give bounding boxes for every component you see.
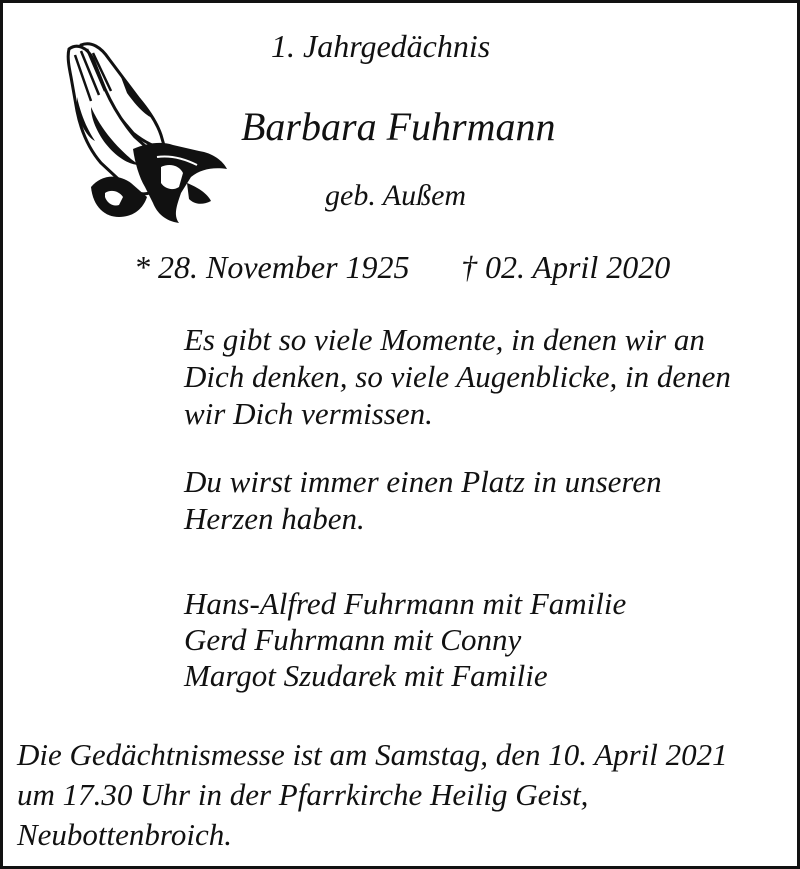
maiden-name: geb. Außem bbox=[325, 179, 467, 212]
verse-line: Herzen haben. bbox=[184, 501, 365, 536]
verse-line: wir Dich vermissen. bbox=[184, 396, 433, 431]
service-line: um 17.30 Uhr in der Pfarrkirche Heilig Geist, bbox=[17, 777, 589, 812]
notice-heading: 1. Jahrgedächnis bbox=[271, 28, 491, 64]
praying-hands-icon bbox=[61, 37, 229, 227]
verse-line: Dich denken, so viele Augenblicke, in denen bbox=[184, 359, 731, 394]
service-line: Neubottenbroich. bbox=[17, 817, 232, 852]
birth-date: * 28. November 1925 bbox=[134, 249, 410, 285]
deceased-name: Barbara Fuhrmann bbox=[241, 104, 556, 149]
memorial-service-info bbox=[17, 735, 728, 855]
death-date: † 02. April 2020 bbox=[461, 249, 671, 285]
mourner-entry: Margot Szudarek mit Familie bbox=[184, 658, 548, 693]
service-line: Die Gedächtnismesse ist am Samstag, den 10. April 2021 bbox=[17, 737, 728, 772]
verse-paragraph bbox=[184, 463, 662, 537]
verse-line: Es gibt so viele Momente, in denen wir an bbox=[184, 322, 705, 357]
mourner-entry: Hans-Alfred Fuhrmann mit Familie bbox=[184, 586, 627, 621]
verse-paragraph bbox=[184, 321, 731, 432]
verse-line: Du wirst immer einen Platz in unseren bbox=[184, 464, 662, 499]
mourners-list bbox=[184, 586, 626, 694]
mourner-entry: Gerd Fuhrmann mit Conny bbox=[184, 622, 522, 657]
